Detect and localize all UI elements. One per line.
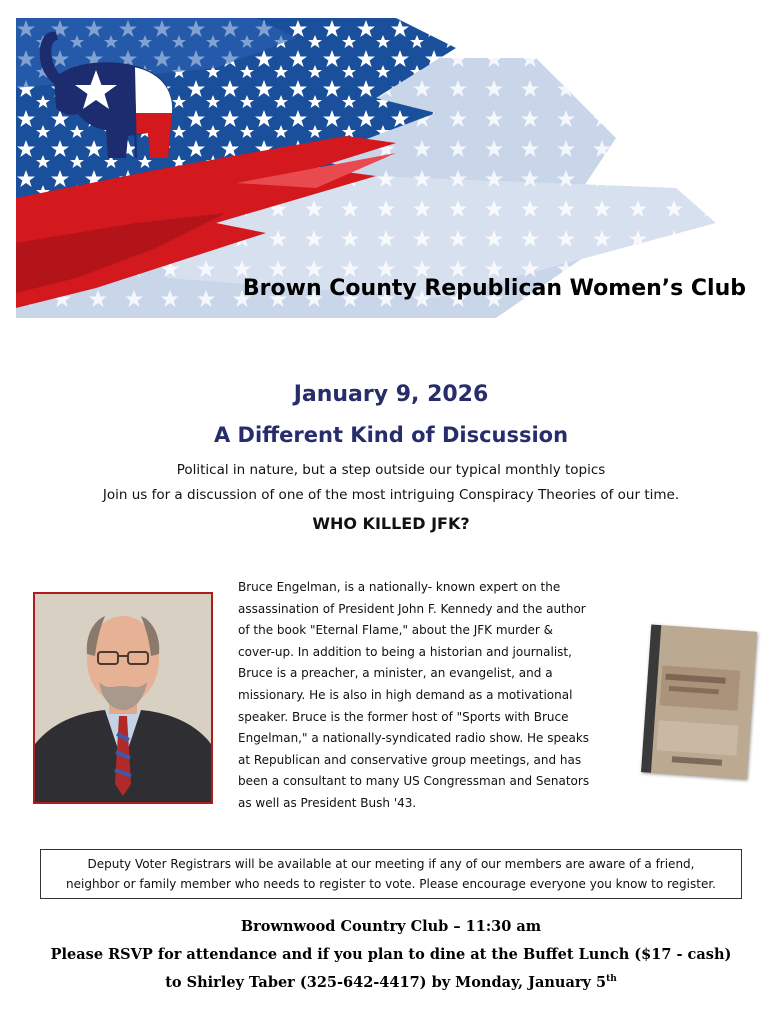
event-headline: A Different Kind of Discussion <box>213 423 569 447</box>
bio-line: at Republican and conservative group meetings, and has <box>238 752 582 767</box>
bio-line: cover-up. In addition to being a historian and journalist, <box>238 644 572 659</box>
club-name-title: Brown County Republican Women’s Club <box>242 276 746 301</box>
rsvp-line-2 <box>0 974 782 991</box>
speaker-photo <box>33 592 213 804</box>
bio-line: missionary. He is also in high demand as a motivational <box>238 687 573 702</box>
bio-line: Bruce is a preacher, a minister, an evangelist, and a <box>238 666 553 681</box>
event-date: January 9, 2026 <box>293 382 489 407</box>
republican-elephant-logo <box>16 18 186 168</box>
event-subtitle: Political in nature, but a step outside our typical monthly topics <box>176 462 606 478</box>
bio-line: Engelman," a nationally-syndicated radio show. He speaks <box>238 731 590 746</box>
bio-line: of the book "Eternal Flame," about the JFK murder & <box>238 623 553 638</box>
speaker-portrait-illustration <box>35 594 211 802</box>
rsvp-line-1: Please RSVP for attendance and if you plan to dine at the Buffet Lunch ($17 - cash) <box>50 946 732 963</box>
rsvp-line-2-text: to Shirley Taber (325-642-4417) by Monday, January 5 <box>165 974 607 991</box>
speaker-bio <box>238 577 618 815</box>
book-cover-image <box>641 624 757 779</box>
book-cover-illustration <box>641 624 757 779</box>
event-invite: Join us for a discussion of one of the most intriguing Conspiracy Theories of our time. <box>102 487 680 503</box>
bio-line: assassination of President John F. Kennedy and the author <box>238 601 586 616</box>
voter-registration-notice <box>40 849 742 899</box>
event-question: WHO KILLED JFK? <box>312 514 470 533</box>
rsvp-ordinal-suffix: th <box>606 974 617 985</box>
header-banner <box>16 18 754 318</box>
bio-line: as well as President Bush '43. <box>238 795 417 810</box>
bio-line: speaker. Bruce is the former host of "Sports with Bruce <box>238 709 569 724</box>
bio-line: Bruce Engelman, is a nationally- known expert on the <box>238 580 561 594</box>
venue-time: Brownwood Country Club – 11:30 am <box>240 918 542 935</box>
bio-line: been a consultant to many US Congressman and Senators <box>238 774 590 789</box>
notice-line-2: neighbor or family member who needs to register to vote. Please encourage everyone you know to register. <box>66 877 716 891</box>
notice-line-1: Deputy Voter Registrars will be available at our meeting if any of our members are aware of a friend, <box>87 857 695 871</box>
